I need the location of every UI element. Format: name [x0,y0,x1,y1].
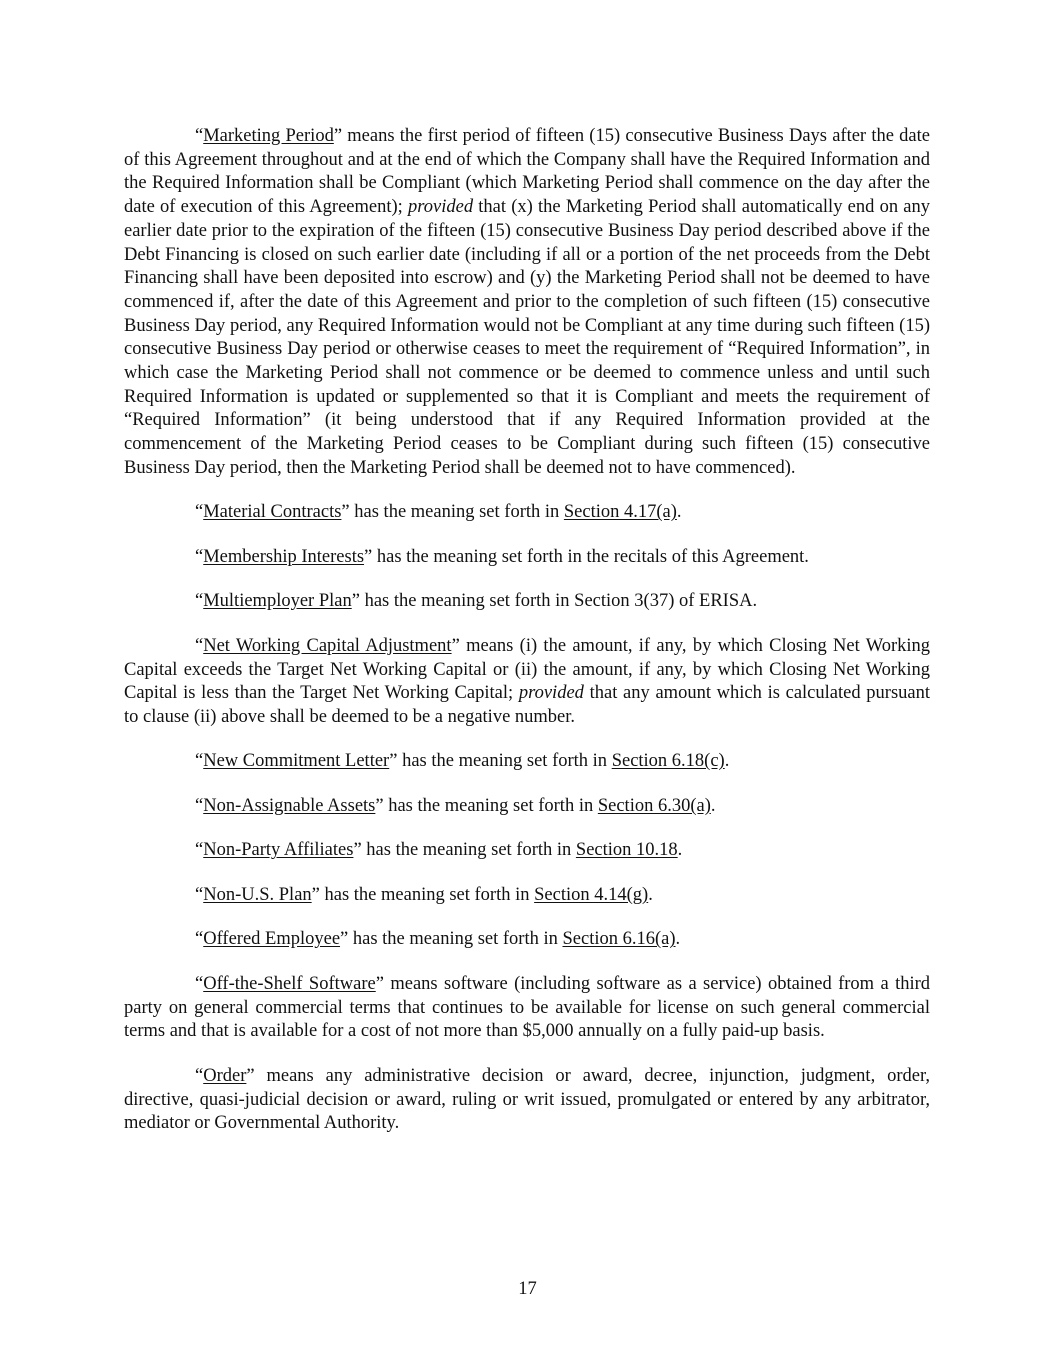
defined-term: Non-U.S. Plan [203,884,312,905]
definition-paragraph: “Material Contracts” has the meaning set forth in Section 4.17(a). [195,502,682,523]
italic-text: provided [518,683,584,704]
document-body [124,125,930,1157]
definition-paragraph: “New Commitment Letter” has the meaning set forth in Section 6.18(c). [195,751,730,772]
definition-text: has the meaning set forth in [348,929,563,950]
italic-text: provided [408,197,474,218]
defined-term: Net Working Capital Adjustment [203,635,452,656]
defined-term: Marketing Period [203,126,334,146]
section-reference: Section 10.18 [575,840,678,861]
definition-text: means the first period of fifteen (15) consecutive Business Days after the date of this Agreement throughout and at the end of which the Company shall have the Required Information and the Required Information shall be Compliant (which Marketing Period shall commence on the day after the date of execution of this Agreement); [124,126,930,218]
page-number: 17 [518,1279,537,1299]
definition-text: has the meaning set forth in [319,884,535,905]
section-reference: Section 4.14(g) [534,884,649,905]
defined-term: Offered Employee [203,929,341,950]
definition-text: . [677,840,683,861]
definition-text: has the meaning set forth in [397,751,612,772]
definition-paragraph: “Net Working Capital Adjustment” means (i) the amount, if any, by which Closing Net Working Capital exceeds the Target Net Working Capital or (ii) the amount, if any, by which Closing Net Working Capital is less than the Target Net Working Capital; provided that any amount which is calculated pursuant to clause (ii) above shall be deemed to be a negative number. [124,635,931,727]
section-reference: Section 6.18(c) [611,751,725,772]
definition-paragraph: “Non-U.S. Plan” has the meaning set forth in Section 4.14(g). [195,884,653,905]
definition-paragraph: “Order” means any administrative decision or award, decree, injunction, judgment, order, directive, quasi-judicial decision or award, ruling or writ issued, promulgated or entered by any arbitrator, mediator or Governmental Authority. [124,1065,930,1134]
defined-term: Material Contracts [203,502,342,523]
definition-text: means any administrative decision or award, decree, injunction, judgment, order, directive, quasi-judicial decision or award, ruling or writ issued, promulgated or entered by any arbitrator, mediator or Governmental Authority. [124,1065,930,1134]
definition-text: has the meaning set forth in Section 3(37) of ERISA. [359,591,758,612]
definition-paragraph: “Offered Employee” has the meaning set forth in Section 6.16(a). [195,929,681,950]
section-reference: Section 6.30(a) [597,795,711,816]
defined-term: Order [203,1065,247,1086]
definition-paragraph: “Multiemployer Plan” has the meaning set forth in Section 3(37) of ERISA. [195,591,758,612]
definition-text: . [724,751,730,772]
defined-term: Multiemployer Plan [203,591,352,612]
definition-paragraph: “Non-Party Affiliates” has the meaning set forth in Section 10.18. [195,840,683,861]
defined-term: Non-Party Affiliates [203,840,354,861]
definition-text: . [676,502,682,523]
definition-paragraph: “Non-Assignable Assets” has the meaning set forth in Section 6.30(a). [195,795,716,816]
defined-term: New Commitment Letter [203,751,390,772]
definition-text: . [648,884,653,905]
definition-text: that (x) the Marketing Period shall automatically end on any earlier date prior to the expiration of the fifteen (15) consecutive Business Day period described above if the Debt Financing is closed on such earlier date (including if all or a portion of the net proceeds from the Debt Financing shall have been deposited into escrow) and (y) the Marketing Period shall not be deemed to have commenced if, after the date of this Agreement and prior to the completion of such fifteen (15) consecutive Business Day period, any Required Information would not be Compliant at any time during such fifteen (15) consecutive Business Day period or otherwise ceases to meet the requirement of “Required Information”, in which case the Marketing Period shall not commence or be deemed to commence unless and until such Required Information is updated or supplemented so that it is Compliant and meets the requirement of “Required Information” (it being understood that if any Required Information provided at the commencement of the Marketing Period ceases to be Compliant during such fifteen (15) consecutive Business Day period, then the Marketing Period shall be deemed not to have commenced). [124,197,930,478]
definition-text: . [710,795,716,816]
definition-text: means software (including software as a service) obtained from a third party on general commercial terms that continues to be available for license on such general commercial terms and that is available for a cost of not more than $5,000 annually on a fully paid-up basis. [124,973,931,1042]
definition-text: that any amount which is calculated pursuant to clause (ii) above shall be deemed to be a negative number. [124,683,930,727]
defined-term: Non-Assignable Assets [203,795,376,816]
section-reference: Section 4.17(a) [563,502,677,523]
definition-text: has the meaning set forth in [349,502,564,523]
definition-text: . [675,929,681,950]
definition-text: means (i) the amount, if any, by which Closing Net Working Capital exceeds the Target Net Working Capital or (ii) the amount, if any, by which Closing Net Working Capital is less than the Target Net Working Capital; [124,635,931,704]
defined-term: Membership Interests [203,546,365,567]
definition-text: has the meaning set forth in [383,795,598,816]
definition-paragraph: “Marketing Period” means the first period of fifteen (15) consecutive Business Days after the date of this Agreement throughout and at the end of which the Company shall have the Required Information and the Required Information shall be Compliant (which Marketing Period shall commence on the day after the date of execution of this Agreement); provided that (x) the Marketing Period shall automatically end on any earlier date prior to the expiration of the fifteen (15) consecutive Business Day period described above if the Debt Financing is closed on such earlier date (including if all or a portion of the net proceeds from the Debt Financing shall have been deposited into escrow) and (y) the Marketing Period shall not be deemed to have commenced if, after the date of this Agreement and prior to the completion of such fifteen (15) consecutive Business Day period, any Required Information would not be Compliant at any time during such fifteen (15) consecutive Business Day period or otherwise ceases to meet the requirement of “Required Information”, in which case the Marketing Period shall not commence or be deemed to commence unless and until such Required Information is updated or supplemented so that it is Compliant and meets the requirement of “Required Information” (it being understood that if any Required Information provided at the commencement of the Marketing Period ceases to be Compliant during such fifteen (15) consecutive Business Day period, then the Marketing Period shall be deemed not to have commenced). [124,126,930,478]
definition-paragraph: “Membership Interests” has the meaning set forth in the recitals of this Agreement. [195,546,809,567]
defined-term: Off-the-Shelf Software [203,973,376,994]
section-reference: Section 6.16(a) [562,929,676,950]
definition-text: has the meaning set forth in the recitals of this Agreement. [372,546,809,567]
definition-paragraph: “Off-the-Shelf Software” means software (including software as a service) obtained from a third party on general commercial terms that continues to be available for license on such general commercial terms and that is available for a cost of not more than $5,000 annually on a fully paid-up basis. [124,973,931,1042]
definition-text: has the meaning set forth in [361,840,576,861]
